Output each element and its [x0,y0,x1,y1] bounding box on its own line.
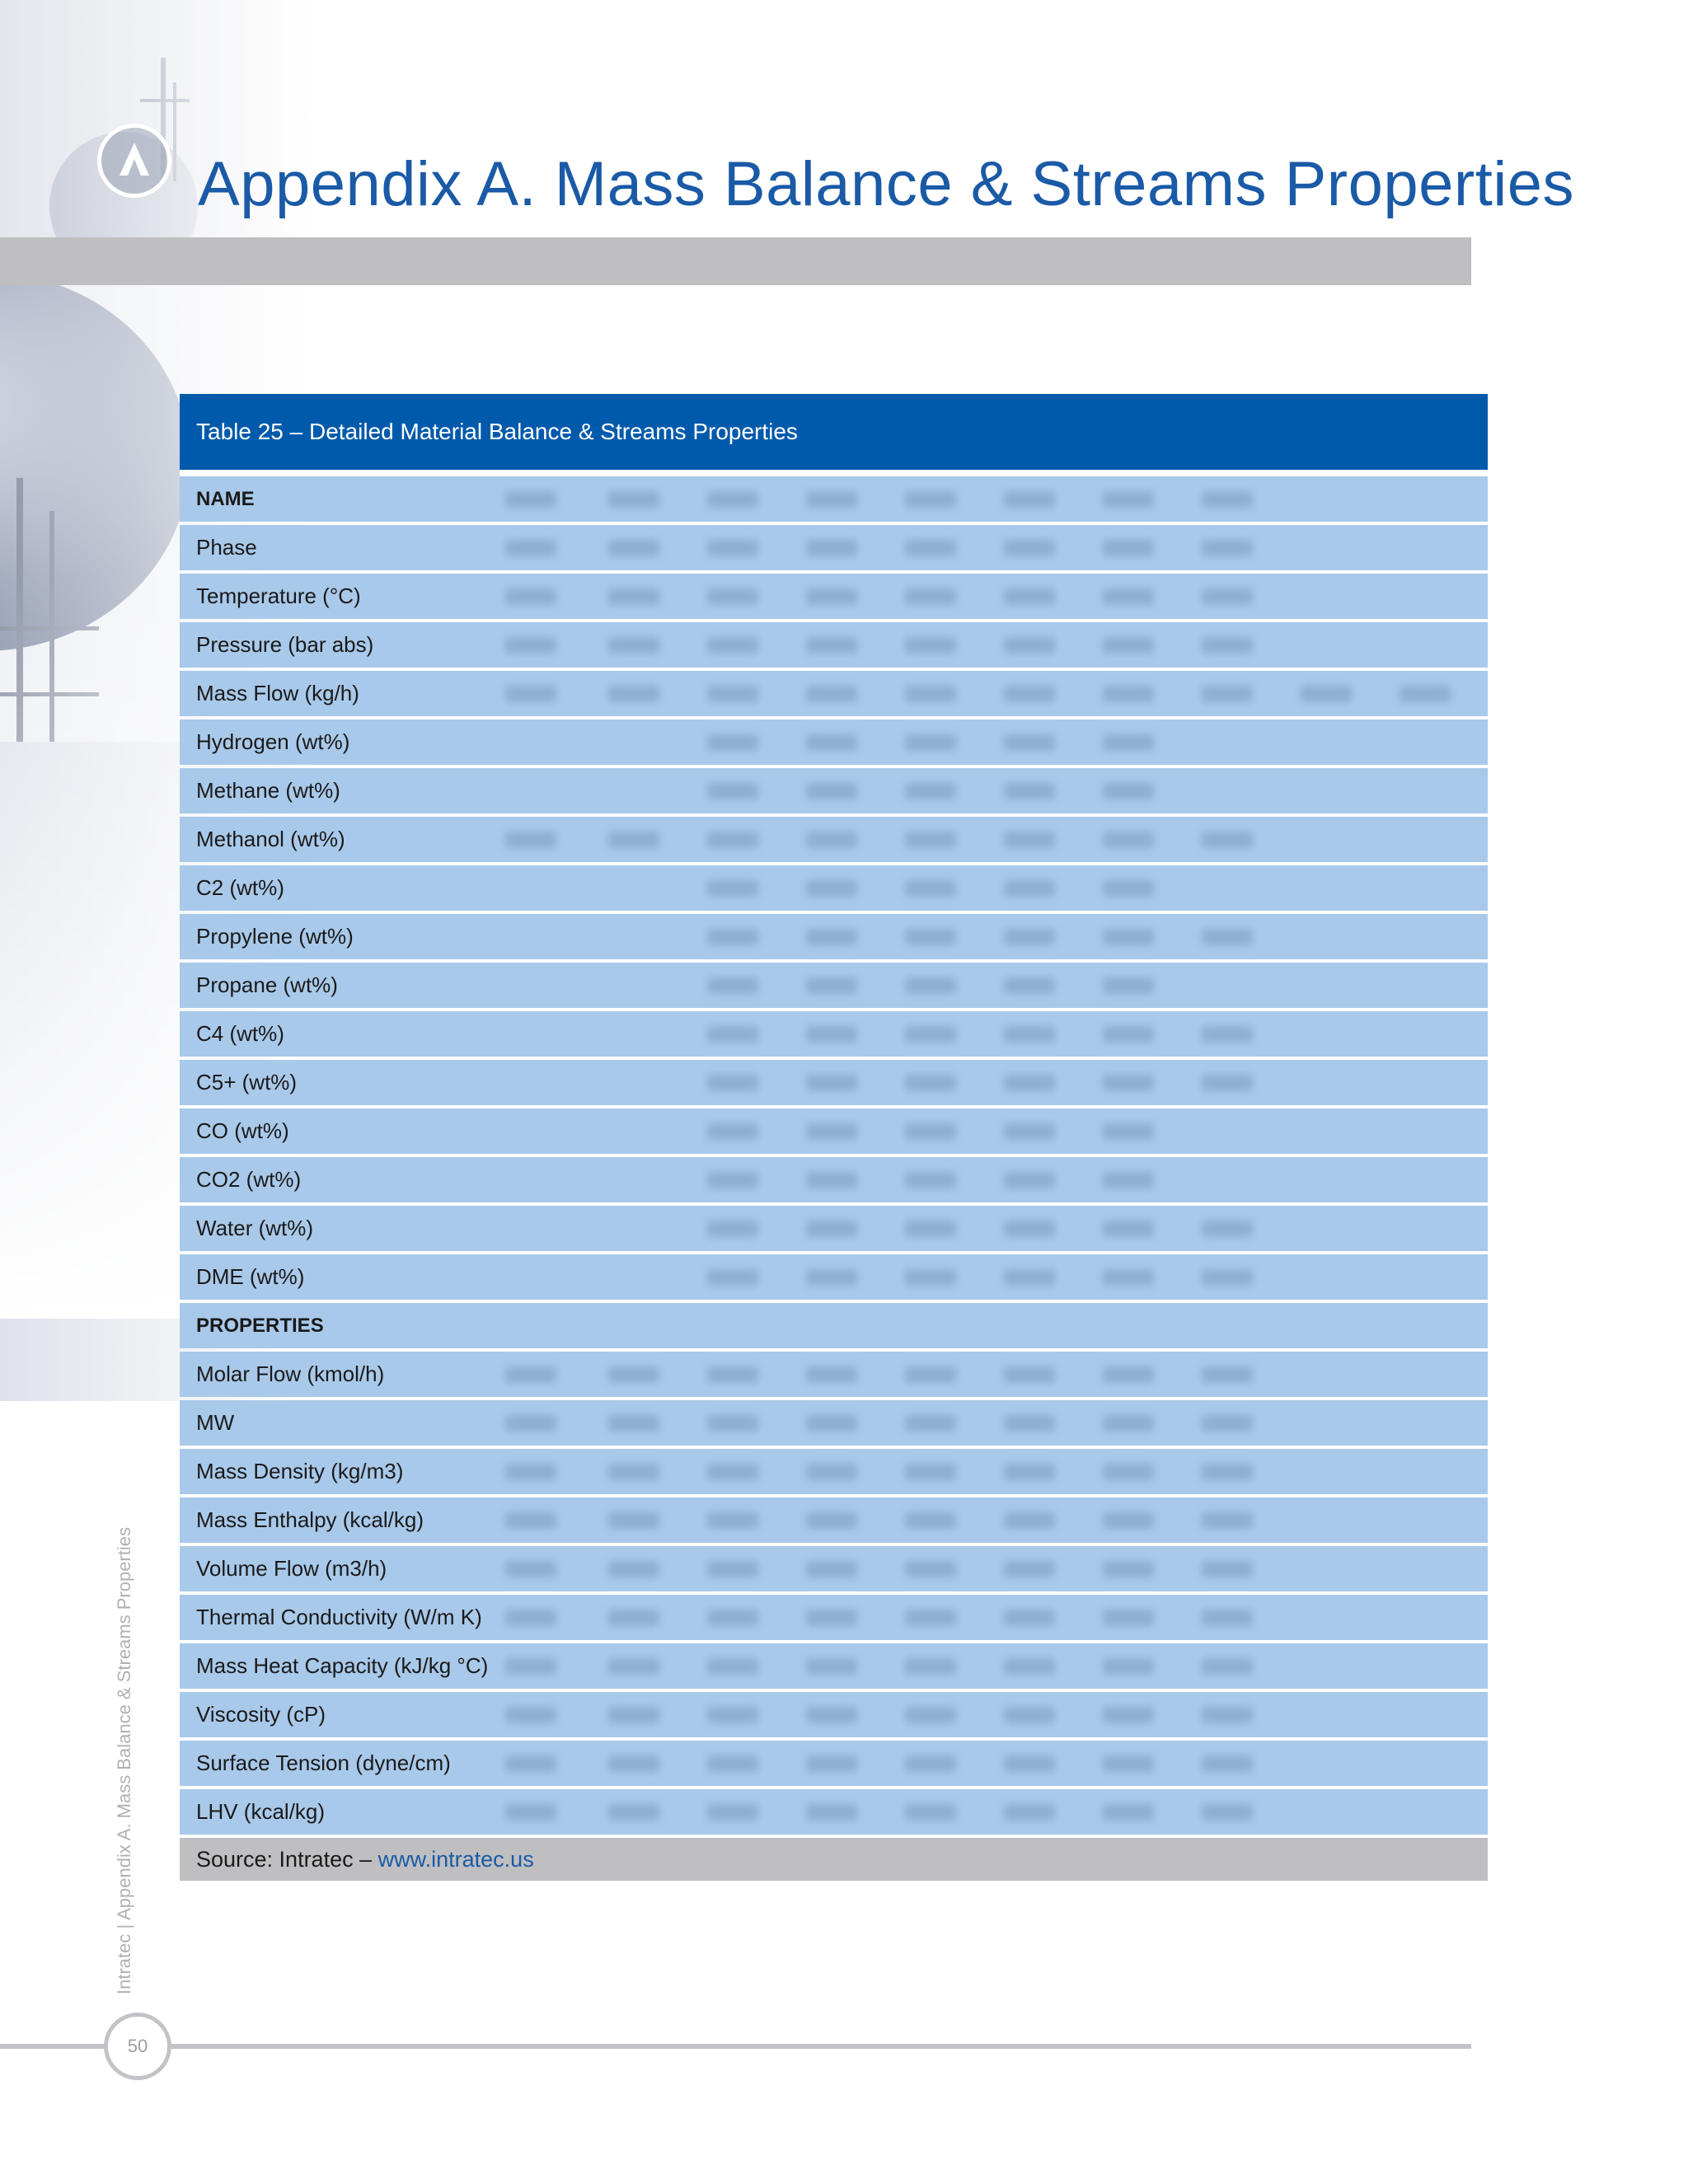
blurred-value-cell [608,1658,659,1675]
table-row [180,1060,1488,1105]
blurred-value-cell [1202,1075,1253,1091]
source-link[interactable]: www.intratec.us [377,1847,534,1872]
blurred-value-cell [1202,1221,1253,1237]
blurred-value-cell [806,734,857,751]
row-label: Mass Flow (kg/h) [196,681,359,705]
material-balance-table [180,394,1488,1881]
blurred-value-cell [1103,1804,1154,1821]
blurred-value-cell [905,1221,956,1237]
blurred-value-cell [707,491,758,508]
blurred-value-cell [1004,1075,1055,1091]
blurred-value-cell [707,1755,758,1772]
blurred-value-cell [806,977,857,994]
blurred-value-cell [707,1610,758,1626]
row-label: Methane (wt%) [196,778,340,803]
blurred-value-cell [1103,491,1154,508]
blurred-value-cell [905,1610,956,1626]
blurred-value-cell [707,637,758,654]
blurred-value-cell [905,491,956,508]
blurred-value-cell [505,1707,556,1723]
blurred-value-cell [608,1804,659,1821]
blurred-value-cell [1103,540,1154,556]
blurred-value-cell [1103,734,1154,751]
blurred-value-cell [806,1172,857,1188]
blurred-value-cell [905,1415,956,1432]
blurred-value-cell [1103,1464,1154,1480]
blurred-value-cell [608,1512,659,1529]
blurred-value-cell [1202,1755,1253,1772]
row-label: Propylene (wt%) [196,924,354,949]
blurred-value-cell [1004,977,1055,994]
blurred-value-cell [905,637,956,654]
blurred-value-cell [707,1804,758,1821]
blurred-value-cell [806,686,857,702]
row-label: Pressure (bar abs) [196,632,374,657]
blurred-value-cell [1004,1026,1055,1043]
blurred-value-cell [1202,832,1253,848]
blurred-value-cell [608,637,659,654]
blurred-value-cell [1202,1269,1253,1286]
blurred-value-cell [707,1172,758,1188]
table-row [180,1595,1488,1640]
blurred-value-cell [608,588,659,605]
blurred-value-cell [505,540,556,556]
row-label: Viscosity (cP) [196,1702,326,1727]
row-label: MW [196,1410,235,1435]
blurred-value-cell [1004,1561,1055,1577]
blurred-value-cell [707,1658,758,1675]
row-label: Methanol (wt%) [196,827,345,851]
blurred-value-cell [505,1804,556,1821]
blurred-value-cell [806,491,857,508]
row-label: Hydrogen (wt%) [196,729,350,754]
blurred-value-cell [1103,1415,1154,1432]
blurred-value-cell [905,832,956,848]
blurred-value-cell [905,1804,956,1821]
blurred-value-cell [1103,1075,1154,1091]
blurred-value-cell [1103,977,1154,994]
source-prefix: Source: Intratec – [196,1847,378,1872]
table-row [180,914,1488,959]
blurred-value-cell [905,686,956,702]
row-label: Temperature (°C) [196,583,361,608]
blurred-value-cell [707,1075,758,1091]
blurred-value-cell [608,540,659,556]
row-label: C2 (wt%) [196,875,284,900]
logo-mark-icon [116,139,152,180]
blurred-value-cell [505,832,556,848]
blurred-value-cell [505,1512,556,1529]
blurred-value-cell [806,1415,857,1432]
blurred-value-cell [505,1658,556,1675]
blurred-value-cell [905,1269,956,1286]
blurred-value-cell [1103,1561,1154,1577]
blurred-value-cell [707,1123,758,1140]
blurred-value-cell [1004,588,1055,605]
blurred-value-cell [806,1610,857,1626]
blurred-value-cell [905,1123,956,1140]
blurred-value-cell [806,1804,857,1821]
table-row [180,817,1488,862]
table-row [180,1206,1488,1251]
blurred-value-cell [1004,1804,1055,1821]
blurred-value-cell [806,1512,857,1529]
table-row [180,1692,1488,1737]
blurred-value-cell [1004,832,1055,848]
blurred-value-cell [1103,783,1154,799]
blurred-value-cell [505,588,556,605]
blurred-value-cell [905,1658,956,1675]
blurred-value-cell [905,1755,956,1772]
footer-line [0,2044,1471,2049]
blurred-value-cell [608,1366,659,1383]
row-label: Surface Tension (dyne/cm) [196,1750,451,1775]
blurred-value-cell [806,1269,857,1286]
blurred-value-cell [608,1415,659,1432]
blurred-value-cell [905,880,956,897]
blurred-value-cell [1103,1755,1154,1772]
blurred-value-cell [806,1755,857,1772]
blurred-value-cell [806,880,857,897]
blurred-value-cell [1004,1464,1055,1480]
blurred-value-cell [1004,637,1055,654]
blurred-value-cell [1004,1123,1055,1140]
blurred-value-cell [1004,734,1055,751]
source-note [180,1838,1488,1881]
blurred-value-cell [905,1512,956,1529]
blurred-value-cell [905,1464,956,1480]
blurred-value-cell [1103,1658,1154,1675]
blurred-value-cell [905,783,956,799]
blurred-value-cell [905,1561,956,1577]
blurred-value-cell [707,1026,758,1043]
blurred-value-cell [1103,832,1154,848]
table-row [180,1108,1488,1154]
table-row [180,1643,1488,1689]
blurred-value-cell [1103,637,1154,654]
row-label: Mass Enthalpy (kcal/kg) [196,1507,424,1532]
blurred-value-cell [1004,1221,1055,1237]
row-label: Propane (wt%) [196,972,338,997]
blurred-value-cell [1004,540,1055,556]
blurred-value-cell [707,1366,758,1383]
page-number: 50 [104,2013,171,2080]
table-row [180,1789,1488,1835]
blurred-value-cell [505,637,556,654]
table-row [180,719,1488,765]
blurred-value-cell [707,880,758,897]
table-row [180,865,1488,911]
blurred-value-cell [707,1512,758,1529]
blurred-value-cell [1103,1269,1154,1286]
blurred-value-cell [707,832,758,848]
blurred-value-cell [1202,1561,1253,1577]
blurred-value-cell [1004,1366,1055,1383]
blurred-value-cell [806,1221,857,1237]
blurred-value-cell [1202,1366,1253,1383]
table-row [180,476,1488,522]
page-title: Appendix A. Mass Balance & Streams Properties [198,149,1574,219]
blurred-value-cell [608,832,659,848]
blurred-value-cell [608,491,659,508]
blurred-value-cell [806,540,857,556]
table-row [180,1497,1488,1543]
blurred-value-cell [905,1707,956,1723]
blurred-value-cell [806,1366,857,1383]
blurred-value-cell [905,1075,956,1091]
blurred-value-cell [806,1464,857,1480]
blurred-value-cell [707,1415,758,1432]
table-row [180,1741,1488,1786]
row-label: PROPERTIES [196,1315,324,1337]
row-label: Mass Density (kg/m3) [196,1459,404,1483]
side-running-header: Intratec | Appendix A. Mass Balance & Streams Properties [114,1527,134,1994]
blurred-value-cell [707,1707,758,1723]
blurred-value-cell [1301,686,1352,702]
blurred-value-cell [1202,637,1253,654]
blurred-value-cell [806,783,857,799]
blurred-value-cell [1103,1707,1154,1723]
blurred-value-cell [1202,1026,1253,1043]
blurred-value-cell [505,1415,556,1432]
blurred-value-cell [505,1366,556,1383]
blurred-value-cell [1202,929,1253,945]
row-label: DME (wt%) [196,1264,305,1289]
blurred-value-cell [1202,686,1253,702]
row-label: CO (wt%) [196,1118,289,1143]
blurred-value-cell [1103,880,1154,897]
blurred-value-cell [505,686,556,702]
blurred-value-cell [806,588,857,605]
row-label: Water (wt%) [196,1216,314,1240]
blurred-value-cell [1004,1658,1055,1675]
blurred-value-cell [806,929,857,945]
blurred-value-cell [1103,1026,1154,1043]
blurred-value-cell [1103,1123,1154,1140]
blurred-value-cell [608,686,659,702]
table-row [180,1546,1488,1591]
blurred-value-cell [905,977,956,994]
blurred-value-cell [608,1561,659,1577]
blurred-value-cell [1004,1707,1055,1723]
blurred-value-cell [1103,1366,1154,1383]
blurred-value-cell [707,686,758,702]
blurred-value-cell [1202,491,1253,508]
blurred-value-cell [1004,880,1055,897]
blurred-value-cell [707,783,758,799]
blurred-value-cell [608,1755,659,1772]
blurred-value-cell [1202,1512,1253,1529]
row-label: CO2 (wt%) [196,1167,302,1192]
blurred-value-cell [905,734,956,751]
blurred-value-cell [608,1464,659,1480]
table-row [180,1303,1488,1348]
blurred-value-cell [608,1707,659,1723]
blurred-value-cell [1004,1610,1055,1626]
blurred-value-cell [1202,588,1253,605]
blurred-value-cell [806,1123,857,1140]
blurred-value-cell [707,1221,758,1237]
blurred-value-cell [707,929,758,945]
blurred-value-cell [806,832,857,848]
row-label: NAME [196,488,255,510]
table-row [180,1011,1488,1057]
blurred-value-cell [806,1026,857,1043]
blurred-value-cell [1202,1610,1253,1626]
row-label: Thermal Conductivity (W/m K) [196,1605,482,1629]
row-label: Molar Flow (kmol/h) [196,1361,385,1386]
blurred-value-cell [505,1561,556,1577]
blurred-value-cell [806,1561,857,1577]
row-label: Mass Heat Capacity (kJ/kg °C) [196,1653,489,1678]
blurred-value-cell [806,637,857,654]
blurred-value-cell [1004,1415,1055,1432]
table-row [180,1254,1488,1300]
blurred-value-cell [1103,588,1154,605]
blurred-value-cell [1004,686,1055,702]
blurred-value-cell [505,1755,556,1772]
blurred-value-cell [1004,1269,1055,1286]
table-row [180,1400,1488,1446]
blurred-value-cell [905,1172,956,1188]
row-label: Volume Flow (m3/h) [196,1556,387,1581]
blurred-value-cell [905,588,956,605]
blurred-value-cell [806,1075,857,1091]
table-row [180,963,1488,1008]
table-caption: Table 25 – Detailed Material Balance & Streams Properties [180,394,1488,470]
table-gap [180,470,1488,476]
blurred-value-cell [505,491,556,508]
blurred-value-cell [707,977,758,994]
row-label: LHV (kcal/kg) [196,1799,326,1824]
blurred-value-cell [1400,686,1451,702]
blurred-value-cell [1004,929,1055,945]
blurred-value-cell [1004,1512,1055,1529]
blurred-value-cell [1103,929,1154,945]
blurred-value-cell [1004,1755,1055,1772]
blurred-value-cell [1004,491,1055,508]
blurred-value-cell [806,1658,857,1675]
blurred-value-cell [505,1610,556,1626]
table-row [180,1352,1488,1397]
blurred-value-cell [707,1269,758,1286]
table-row [180,525,1488,570]
row-label: Phase [196,535,257,560]
blurred-value-cell [1202,1415,1253,1432]
blurred-value-cell [1103,1610,1154,1626]
blurred-value-cell [1103,1172,1154,1188]
blurred-value-cell [707,540,758,556]
row-label: C4 (wt%) [196,1021,284,1046]
table-row [180,622,1488,668]
row-label: C5+ (wt%) [196,1070,298,1094]
blurred-value-cell [707,1464,758,1480]
blurred-value-cell [905,1366,956,1383]
blurred-value-cell [707,588,758,605]
blurred-value-cell [806,1707,857,1723]
blurred-value-cell [1004,1172,1055,1188]
blurred-value-cell [1202,540,1253,556]
blurred-value-cell [1103,686,1154,702]
blurred-value-cell [1202,1707,1253,1723]
blurred-value-cell [905,540,956,556]
table-row [180,768,1488,813]
blurred-value-cell [1202,1464,1253,1480]
intratec-logo [97,124,171,198]
blurred-value-cell [1202,1658,1253,1675]
blurred-value-cell [1103,1221,1154,1237]
blurred-value-cell [1004,783,1055,799]
blurred-value-cell [1202,1804,1253,1821]
title-underline-bar [0,237,1471,285]
blurred-value-cell [905,1026,956,1043]
blurred-value-cell [505,1464,556,1480]
blurred-value-cell [608,1610,659,1626]
table-row [180,574,1488,619]
table-row [180,1157,1488,1202]
table-row [180,1449,1488,1494]
blurred-value-cell [707,734,758,751]
blurred-value-cell [905,929,956,945]
table-row [180,671,1488,716]
table-rows [180,476,1488,1835]
blurred-value-cell [1103,1512,1154,1529]
blurred-value-cell [707,1561,758,1577]
